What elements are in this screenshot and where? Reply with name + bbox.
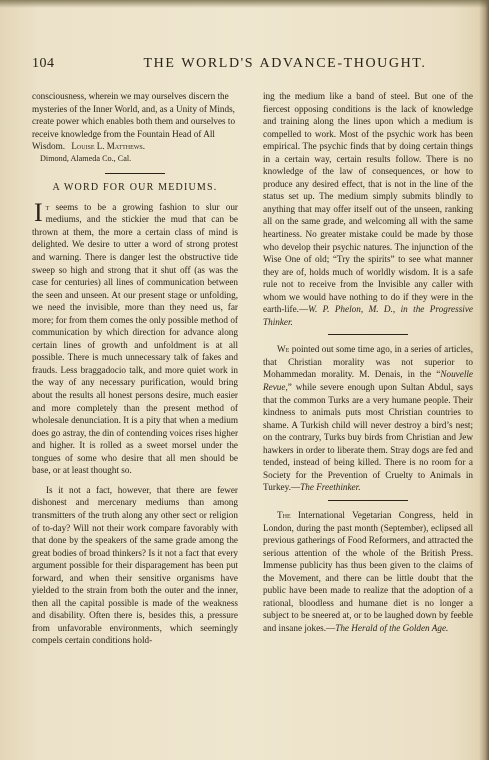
citation-freethinker: The Freethinker. — [300, 482, 361, 493]
paragraph-2-text-rest: ,” while severe enough upon Sultan Abdul, says that the common Turks are a very humane people. Their kindness to animals puts most Christian countries to shame. A Turkish child will never destroy a bird’s nest; on the contrary, Turks buy birds from Christian and Jew hawkers in order to liberate them. Stray dogs are fed and tended, instead of being killed. There is no room for a Society for the Prevention of Cruelty to Animals in Turkey.— — [263, 382, 473, 493]
page-number: 104 — [32, 56, 55, 71]
paragraph-2-text: pointed out some time ago, in a series of articles, that Christian morality was not superior to Mohammedan morality. M. Denais, in the “ — [263, 344, 473, 380]
paragraph-3-text: International Vegetarian Congress, held in London, during the past month (September), eclipsed all previous gatherings of Food Reformers, and attracted the serious attention of the whole of the British Press. Immense publicity has thus been given to the claims of the Movement, and there can be little doubt that the public have been made to realize that the adoption of a rational, bloodless and humane diet is no longer a subject to be sneered at, or to be laughed down by feeble and insane jokes.— — [263, 509, 473, 633]
right-column — [263, 90, 473, 634]
article-first-word: t — [45, 201, 50, 212]
paragraph-gap — [32, 477, 238, 484]
paragraph-2-first-word: We — [277, 344, 290, 355]
citation-progressive-thinker: W. P. Phelon, M. D., in the Progressive Thinker. — [263, 304, 473, 327]
right-paragraph-1 — [263, 90, 473, 328]
intro-address: Dimond, Alameda Co., Cal. — [40, 153, 132, 163]
section-divider — [328, 334, 408, 335]
right-paragraph-2 — [263, 343, 473, 494]
nouvelle-revue-title: Nouvelle Revue — [263, 369, 473, 393]
article-paragraph-2: Is it not a fact, however, that there are fewer dishonest and mercenary mediums than among transmitters of the truth along any other sect or religion of to-day? Will not their work compare favorably with that done by the speakers of the same grade among the great bodies of broad thinkers? Is it not a fact that every argument possible for their disparagement has been put forward, and when their sensitive organisms have yielded to the strain from both the outer and the inner, then all the capital possible is made of the weakness and disability. Often there is, besides this, a pressure from unfavorable environments, which seemingly compels certain conditions hold- — [32, 484, 238, 646]
right-paragraph-1-text: ing the medium like a band of steel. But one of the fiercest opposing conditions is the lack of knowledge and training along the lines upon which a medium is compelled to work. Most of the psychic work has been empirical. The psychic finds that by doing certain things in a certain way, certain results follow. There is no knowledge of the law of consequences, or how to produce any desired effect, that is not in the line of the status set up. The medium simply submits blindly to anything that may offer itself out of the unseen, ranking all on the same grade, and welcoming all with the same heartiness. No greater mistake could be made by those who develop their psychic natures. The injunction of the Wise One of old; “Try the spirits” to see what manner they are of, holds much of worldly wisdom. It is a safe rule not to receive from the Invisible any caller with whom we would have nothing to do if they were in the earth-life.— — [263, 91, 473, 315]
intro-paragraph: consciousness, wherein we may ourselves discern the mysteries of the Inner World, and, as a Unity of Minds, create power which enables both them and ourselves to receive knowledge from the Fountain Head of All Wisdom. — [32, 91, 236, 152]
intro-signature: Louise L. Matthews. — [71, 141, 146, 152]
right-paragraph-3 — [263, 509, 473, 634]
article-heading: A WORD FOR OUR MEDIUMS. — [52, 182, 218, 194]
left-column — [32, 90, 238, 647]
page-gutter-shadow — [479, 0, 489, 760]
drop-cap: I — [34, 197, 43, 227]
citation-herald-golden-age: The Herald of the Golden Age. — [335, 622, 449, 633]
section-divider — [105, 173, 165, 174]
page-top-edge — [0, 0, 489, 8]
section-divider — [328, 500, 408, 501]
page-header — [0, 56, 489, 76]
paragraph-3-first-word: The — [277, 509, 291, 520]
article-paragraph-1 — [32, 197, 238, 477]
article-paragraph-1-text: seems to be a growing fashion to slur our mediums, and the stickier the mud that can be thrown at them, the more a certain class of mind is delighted. We desire to utter a word of strong protest and warning. There is danger lest the obstructive tide sweep so high and strong that it shut off (as was the case for centuries) all lines of communication between the seen and unseen. At our present stage or unfolding, we need the invisible, more than they need us, far more; for from them comes the only possible method of communication by which direction for advance along certain lines of growth and unfoldment is at all possible. There is much unnecessary talk of fakes and frauds. Less braggadocio talk, and more quiet work in the way of any necessary purification, would bring about the results all honest persons desire, much easier and more completely than the present method of wholesale denunciation. It is a pity that when a medium does go astray, the din of contending voices rises higher and higher. It is rolled as a sweet morsel under the tongues of some who desire that all men should be base, or at least thought so. — [32, 201, 238, 476]
running-title: THE WORLD'S ADVANCE-THOUGHT. — [143, 56, 427, 71]
